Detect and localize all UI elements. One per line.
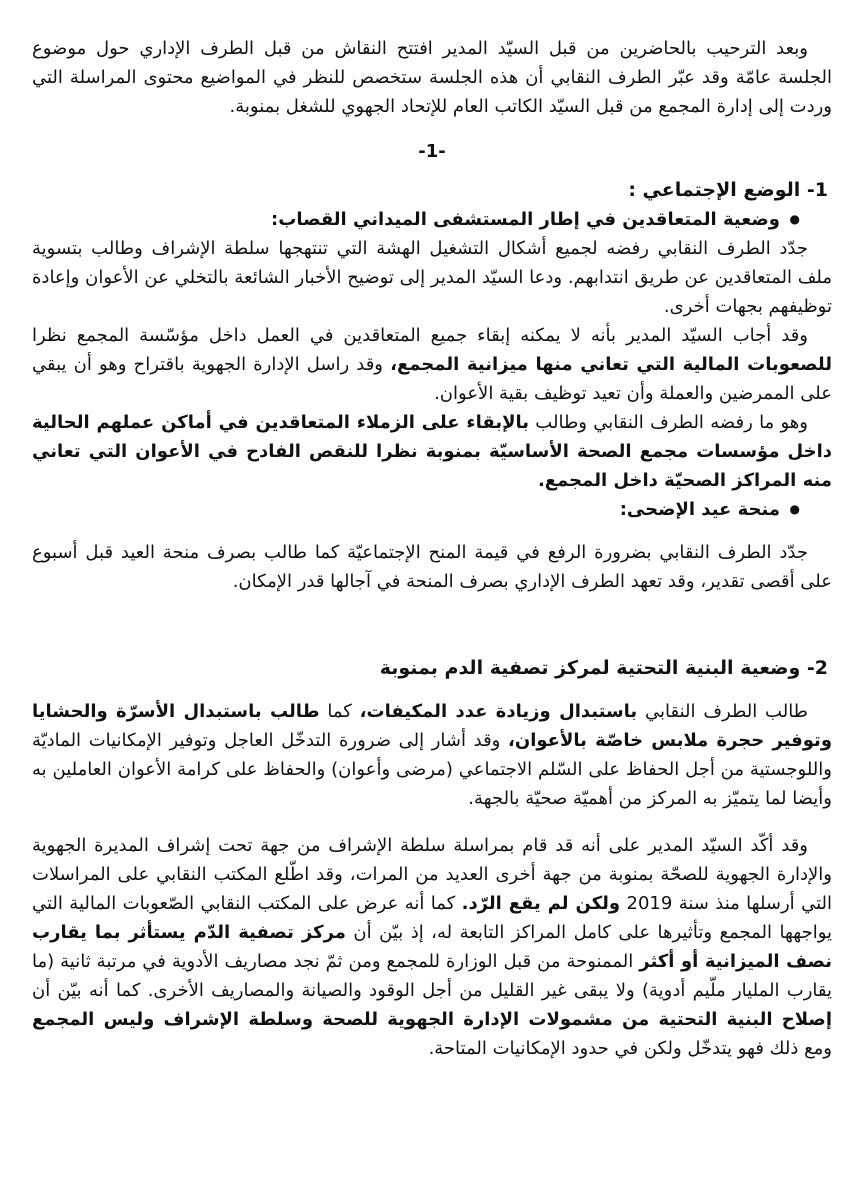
- section-2-heading: 2- وضعية البنية التحتية لمركز تصفية الدم بمنوبة: [379, 657, 828, 679]
- section-1-heading: 1- الوضع الإجتماعي :: [628, 179, 828, 201]
- text-run: وقد أكّد السيّد المدير على أنه قد قام بمراسلة سلطة الإشراف من جهة تحت إشراف المديرة الجهوية والإدارة الجهوية للصحّة بمنوبة من جهة أخرى العديد من المرات، وقد اطّلع المكتب النقابي على المراسلات التي أرسلها منذ سنة 2019: [32, 835, 832, 914]
- text-run: وقد راسل الإدارة الجهوية باقتراح وهو أن يبقي على الممرضين والعملة وأن تعيد توظيف بقية الأعوان.: [32, 354, 832, 404]
- text-run: وهو ما رفضه الطرف النقابي وطالب: [529, 412, 808, 433]
- bullet-contractors-title: ● وضعية المتعاقدين في إطار المستشفى الميداني القصاب:: [32, 205, 800, 234]
- bold-run: طالب باستبدال الأسرّة والحشايا وتوفير حجرة ملابس خاصّة بالأعوان،: [32, 701, 833, 751]
- text-run: كما أنه عرض على المكتب النقابي الصّعوبات المالية التي يواجهها المجمع وتأثيرها على كامل المراكز التابعة له، إذ بيّن أن: [32, 893, 833, 943]
- contractors-paragraph-1: جدّد الطرف النقابي رفضه لجميع أشكال التشغيل الهشة التي تنتهجها سلطة الإشراف وطالب بتسوية ملف المتعاقدين عن طريق انتدابهم. ودعا السيّد المدير إلى توضيح الأخبار الشائعة بالتخلي عن الأعوان وإعادة توظيفهم بجهات أخرى.: [32, 238, 832, 317]
- page-number: -1-: [418, 141, 446, 162]
- text-run: ومع ذلك فهو يتدخّل ولكن في حدود الإمكانيات المتاحة.: [428, 1038, 832, 1059]
- text-run: كما: [319, 701, 360, 722]
- bold-run: بالإبقاء على الزملاء المتعاقدين في أماكن عملهم الحالية داخل مؤسسات مجمع الصحة الأساسيّة بمنوبة نظرا للنقص الفادح في الأعوان التي تعاني منه المراكز الصحيّة داخل المجمع.: [32, 412, 832, 491]
- text-run: الممنوحة من قبل الوزارة للمجمع ومن ثمّ نجد مصاريف الأدوية في مرتبة ثانية (ما يقارب المليار ملّيم أدوية) ولا يبقى غير القليل من أجل الوقود والصيانة والمصاريف الأخرى. كما أنه بيّن أن: [32, 951, 832, 1001]
- contractors-paragraph-2: [32, 321, 832, 408]
- bold-run: باستبدال وزيادة عدد المكيفات،: [359, 701, 638, 722]
- document-page: [32, 34, 832, 1063]
- dialysis-paragraph-2: [32, 831, 832, 1063]
- contractors-paragraph-3: [32, 408, 832, 495]
- dialysis-paragraph-1: [32, 697, 832, 813]
- bold-run: للصعوبات المالية التي تعاني منها ميزانية المجمع،: [390, 354, 833, 375]
- bold-run: ولكن لم يقع الرّد.: [461, 893, 621, 914]
- text-run: طالب الطرف النقابي: [637, 701, 808, 722]
- bold-run: إصلاح البنية التحتية من مشمولات الإدارة الجهوية للصحة وسلطة الإشراف وليس المجمع: [32, 1009, 832, 1030]
- bullet-eid-grant-title: ● منحة عيد الإضحى:: [32, 495, 800, 524]
- eid-grant-paragraph: جدّد الطرف النقابي بضرورة الرفع في قيمة المنح الإجتماعيّة كما طالب بصرف منحة العيد قبل أسبوع على أقصى تقدير، وقد تعهد الطرف الإداري بصرف المنحة في آجالها قدر الإمكان.: [32, 542, 832, 592]
- text-run: وقد أجاب السيّد المدير بأنه لا يمكنه إبقاء جميع المتعاقدين في العمل داخل مؤسّسة المجمع نظرا: [32, 325, 808, 346]
- bold-run: مركز تصفية الدّم يستأثر بما يقارب نصف الميزانية أو أكثر: [32, 922, 832, 972]
- text-run: وقد أشار إلى ضرورة التدخّل العاجل وتوفير الإمكانيات الماديّة واللوجستية من أجل الحفاظ على السّلم الاجتماعي (مرضى وأعوان) والحفاظ على كرامة الأعوان العاملين به وأيضا لما يتميّز به المركز من أهميّة صحيّة بالجهة.: [32, 730, 832, 809]
- intro-paragraph: وبعد الترحيب بالحاضرين من قبل السيّد المدير افتتح النقاش من قبل الطرف الإداري حول موضوع الجلسة عامّة وقد عبّر الطرف النقابي أن هذه الجلسة ستخصص للنظر في المواضيع محتوى المراسلة التي وردت إلى إدارة المجمع من قبل السيّد الكاتب العام للإتحاد الجهوي للشغل بمنوبة.: [32, 38, 832, 117]
